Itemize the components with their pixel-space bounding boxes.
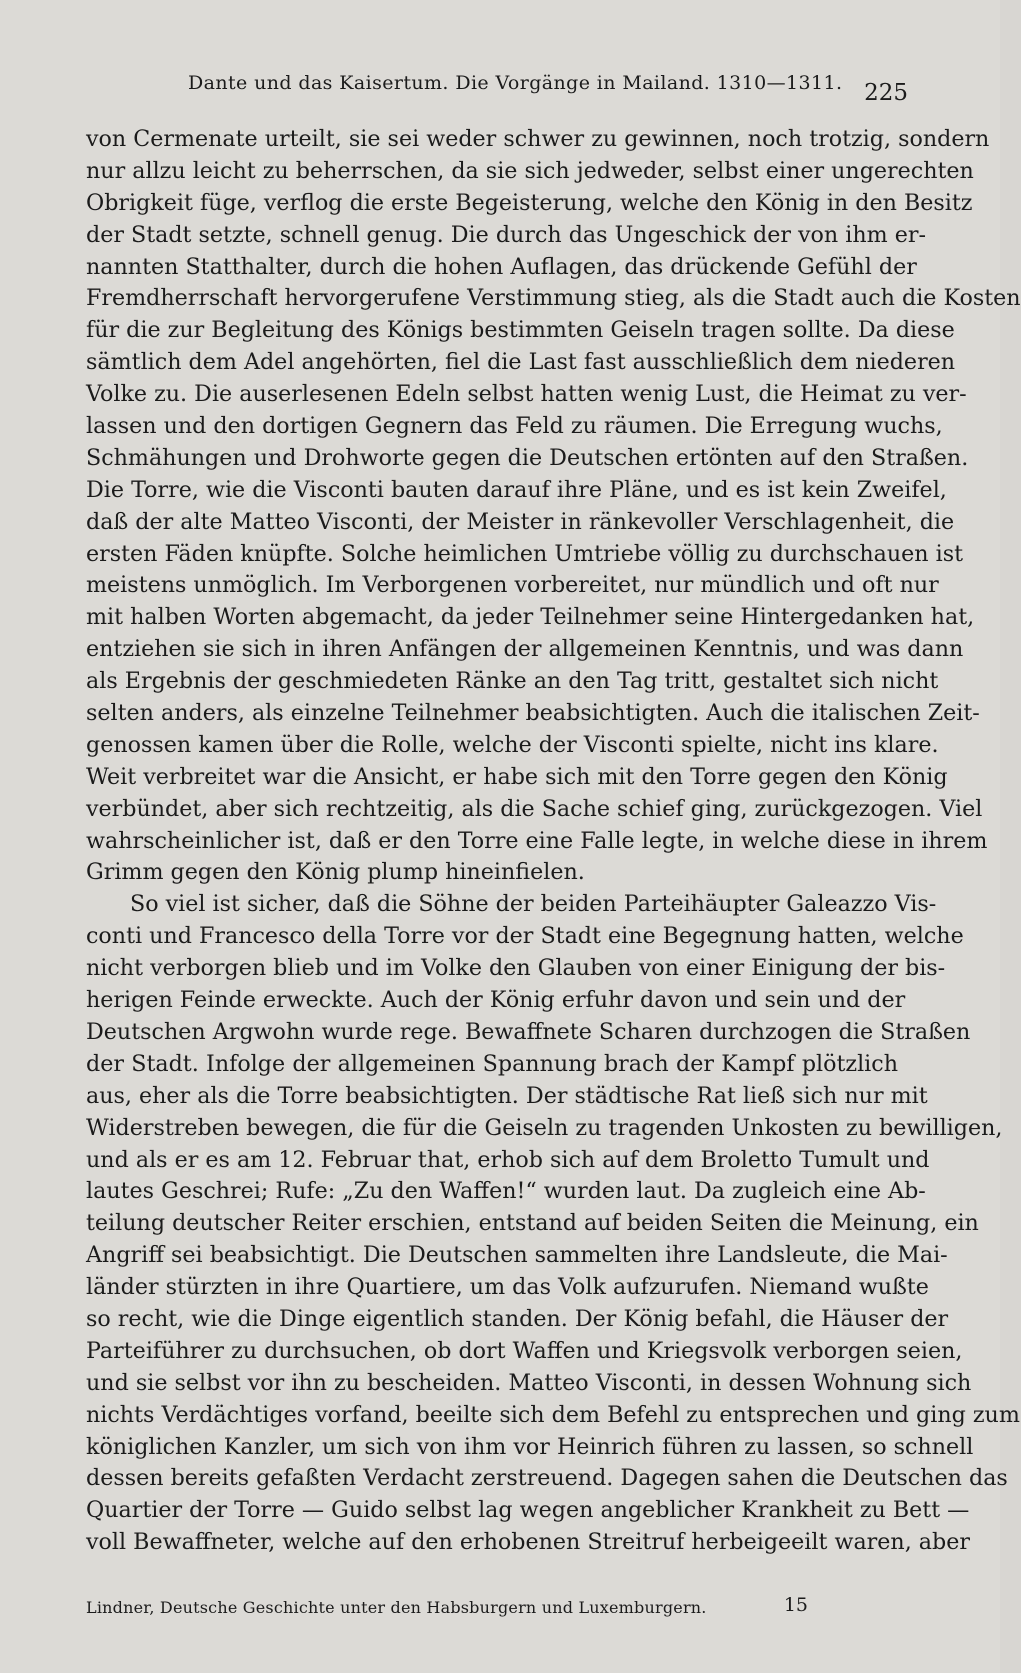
text-line: nannten Statthalter, durch die hohen Auflagen, das drückende Gefühl der [86, 253, 917, 280]
text-line: Obrigkeit füge, verflog die erste Begeisterung, welche den König in den Besitz [86, 189, 973, 216]
text-line: Weit verbreitet war die Ansicht, er habe sich mit den Torre gegen den König [86, 763, 948, 790]
text-line: voll Bewaffneter, welche auf den erhobenen Streitruf herbeigeeilt waren, aber [86, 1529, 970, 1556]
text-line: und als er es am 12. Februar that, erhob sich auf dem Broletto Tumult und [86, 1146, 930, 1173]
text-line: daß der alte Matteo Visconti, der Meister in ränkevoller Verschlagenheit, die [86, 508, 955, 535]
text-line: der Stadt. Infolge der allgemeinen Spannung brach der Kampf plötzlich [86, 1050, 898, 1077]
text-line: wahrscheinlicher ist, daß er den Torre eine Falle legte, in welche diese in ihrem [86, 827, 988, 854]
signature-mark: 15 [783, 1594, 808, 1616]
text-line: nicht verborgen blieb und im Volke den Glauben von einer Einigung der bis- [86, 955, 946, 982]
text-line: verbündet, aber sich rechtzeitig, als die Sache schief ging, zurückgezogen. Viel [86, 795, 983, 822]
page-footer [86, 1594, 808, 1628]
text-line: lassen und den dortigen Gegnern das Feld zu räumen. Die Erregung wuchs, [86, 413, 943, 440]
text-line: Angriff sei beabsichtigt. Die Deutschen sammelten ihre Landsleute, die Mai- [86, 1242, 948, 1269]
text-line: selten anders, als einzelne Teilnehmer beabsichtigten. Auch die italischen Zeit- [86, 700, 980, 727]
text-line: Widerstreben bewegen, die für die Geiseln zu tragenden Unkosten zu bewilligen, [86, 1114, 1003, 1141]
running-head [88, 66, 908, 106]
text-line: aus, eher als die Torre beabsichtigten. Der städtische Rat ließ sich nur mit [86, 1082, 928, 1109]
text-line: Volke zu. Die auserlesenen Edeln selbst hatten wenig Lust, die Heimat zu ver- [86, 381, 967, 408]
text-line: Schmähungen und Drohworte gegen die Deutschen ertönten auf den Straßen. [86, 444, 969, 471]
paragraph-first-line: So viel ist sicher, daß die Söhne der beiden Parteihäupter Galeazzo Vis- [130, 891, 937, 918]
text-line: Parteiführer zu durchsuchen, ob dort Waffen und Kriegsvolk verborgen seien, [86, 1337, 963, 1364]
text-line: königlichen Kanzler, um sich von ihm vor Heinrich führen zu lassen, so schnell [86, 1433, 974, 1460]
running-title: Dante und das Kaisertum. Die Vorgänge in Mailand. 1310—1311. [188, 72, 843, 94]
text-line: dessen bereits gefaßten Verdacht zerstreuend. Dagegen sahen die Deutschen das [86, 1465, 1008, 1492]
text-line: mit halben Worten abgemacht, da jeder Teilnehmer seine Hintergedanken hat, [86, 604, 975, 631]
text-line: teilung deutscher Reiter erschien, entstand auf beiden Seiten die Meinung, ein [86, 1210, 979, 1237]
text-line: und sie selbst vor ihn zu bescheiden. Matteo Visconti, in dessen Wohnung sich [86, 1369, 972, 1396]
text-line: Die Torre, wie die Visconti bauten darauf ihre Pläne, und es ist kein Zweifel, [86, 476, 947, 503]
text-line: herigen Feinde erweckte. Auch der König erfuhr davon und sein und der [86, 987, 906, 1014]
text-line: von Cermenate urteilt, sie sei weder schwer zu gewinnen, noch trotzig, sondern [86, 126, 990, 152]
paragraph-last-line: Grimm gegen den König plump hineinfielen. [86, 859, 585, 886]
text-line: als Ergebnis der geschmiedeten Ränke an den Tag tritt, gestaltet sich nicht [86, 668, 939, 695]
text-line: sämtlich dem Adel angehörten, fiel die Last fast ausschließlich dem niederen [86, 349, 956, 376]
signature-line: Lindner, Deutsche Geschichte unter den Habsburgern und Luxemburgern. [86, 1598, 707, 1617]
text-line: meistens unmöglich. Im Verborgenen vorbereitet, nur mündlich und oft nur [86, 572, 939, 599]
text-line: Deutschen Argwohn wurde rege. Bewaffnete Scharen durchzogen die Straßen [86, 1018, 971, 1045]
text-line: conti und Francesco della Torre vor der Stadt eine Begegnung hatten, welche [86, 923, 964, 950]
text-line: lautes Geschrei; Rufe: „Zu den Waffen!“ wurden laut. Da zugleich eine Ab- [86, 1178, 926, 1205]
text-line: nichts Verdächtiges vorfand, beeilte sich dem Befehl zu entsprechen und ging zum [86, 1401, 1020, 1428]
text-line: Quartier der Torre — Guido selbst lag wegen angeblicher Krankheit zu Bett — [86, 1497, 970, 1524]
text-line: ersten Fäden knüpfte. Solche heimlichen Umtriebe völlig zu durchschauen ist [86, 540, 964, 567]
text-line: so recht, wie die Dinge eigentlich standen. Der König befahl, die Häuser der [86, 1305, 949, 1332]
text-line: der Stadt setzte, schnell genug. Die durch das Ungeschick der von ihm er- [86, 221, 926, 248]
body-text [86, 124, 1021, 1559]
page-number: 225 [864, 80, 908, 106]
text-line: für die zur Begleitung des Königs bestimmten Geiseln tragen sollte. Da diese [86, 317, 955, 344]
text-line: Fremdherrschaft hervorgerufene Verstimmung stieg, als die Stadt auch die Kosten [86, 285, 1021, 312]
text-line: entziehen sie sich in ihren Anfängen der allgemeinen Kenntnis, und was dann [86, 636, 964, 663]
text-line: nur allzu leicht zu beherrschen, da sie sich jedweder, selbst einer ungerechten [86, 157, 974, 184]
text-line: länder stürzten in ihre Quartiere, um das Volk aufzurufen. Niemand wußte [86, 1274, 929, 1301]
text-line: genossen kamen über die Rolle, welche der Visconti spielte, nicht ins klare. [86, 731, 939, 758]
